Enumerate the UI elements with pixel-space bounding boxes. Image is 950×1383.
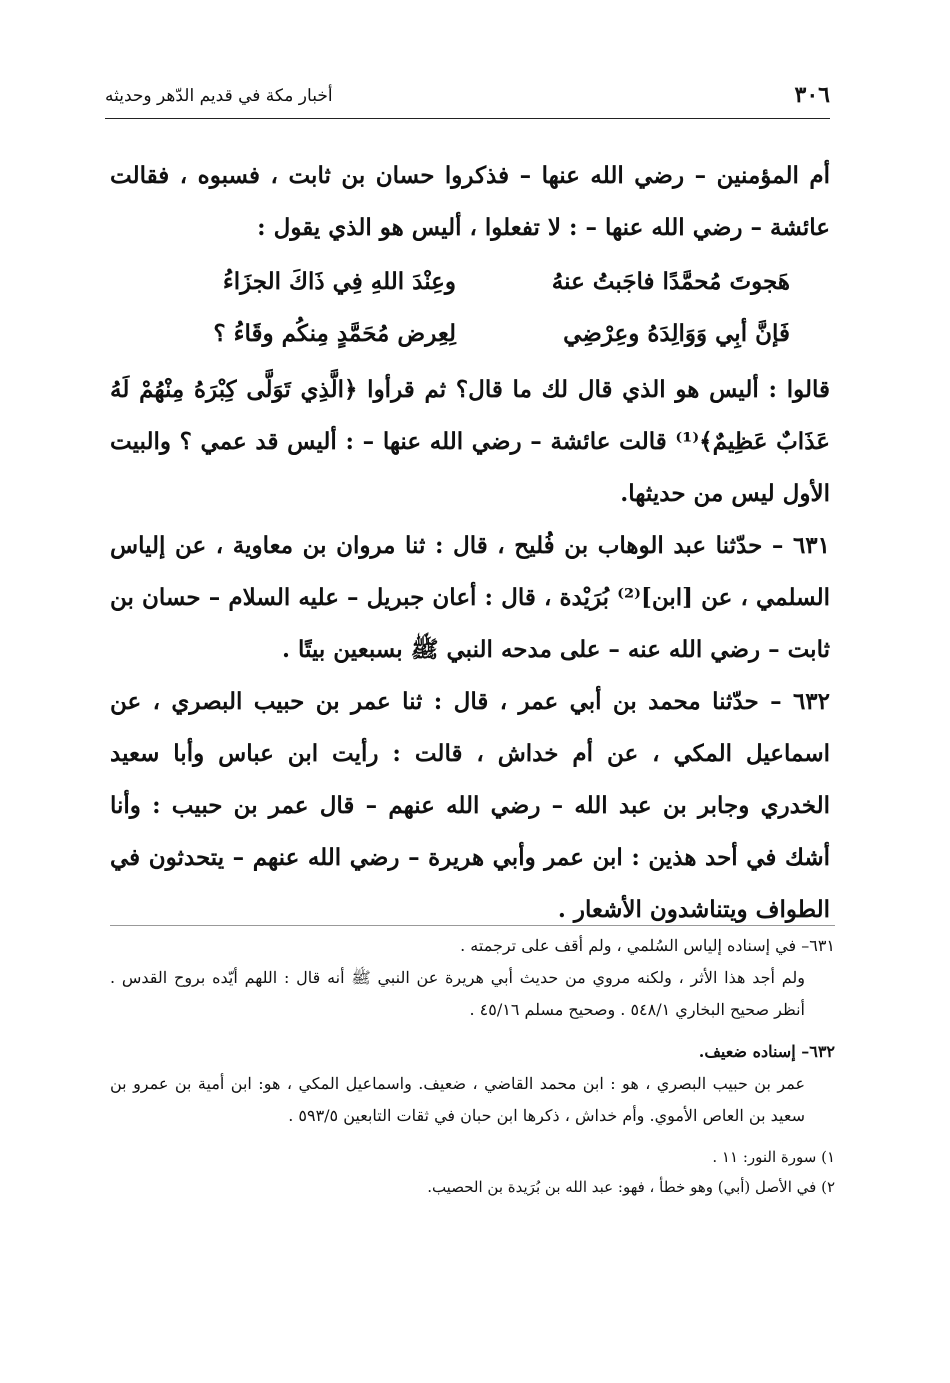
footnote-rule: [110, 925, 835, 926]
main-text: [110, 150, 830, 936]
verse-line-2: [110, 308, 790, 360]
paragraph-1: أم المؤمنين – رضي الله عنها – فذكروا حسان بن ثابت ، فسبوه ، فقالت عائشة – رضي الله عنها – : لا تفعلوا ، أليس هو الذي يقول :: [110, 162, 830, 241]
footnote-2: ٢) في الأصل (أبي) وهو خطأ ، فهو: عبد الله بن بُرَيدة بن الحصيب.: [427, 1178, 835, 1196]
note-631-heading: ٦٣١– في إسناده إلياس السُلمي ، ولم أقف على ترجمته .: [460, 936, 835, 955]
paragraph-632: ٦٣٢ – حدّثنا محمد بن أبي عمر ، قال : ثنا عمر بن حبيب البصري ، عن اسماعيل المكي ، عن أم خداش ، قالت : رأيت ابن عباس وأبا سعيد الخدري وجابر بن عبد الله – رضي الله عنهم – قال عمر بن حبيب : وأنا أشك في أحد هذين : ابن عمر وأبي هريرة – رضي الله عنهم – يتحدثون في الطواف ويتناشدون الأشعار .: [110, 688, 830, 923]
verse-line-1: [110, 256, 790, 308]
verse-2-first-hemistich: فَإنَّ أبِي وَوَالِدَهُ وعِرْضِي: [563, 320, 790, 347]
poem: [110, 256, 830, 360]
verse-1-second-hemistich: وعِنْدَ اللهِ فِي ذَاكَ الجزَاءُ: [222, 268, 456, 295]
page-number: ٣٠٦: [794, 82, 830, 108]
note-632-body: عمر بن حبيب البصري ، هو : ابن محمد القاضي ، ضعيف. واسماعيل المكي ، هو: ابن أمية بن عمرو بن سعيد بن العاص الأموي. وأم خداش ، ذكرها ابن حبان في ثقات التابعين ٥٩٣/٥ .: [110, 1074, 805, 1125]
note-631-body: ولم أجد هذا الأثر ، ولكنه مروي من حديث أبي هريرة عن النبي ﷺ أنه قال : اللهم أيّده بروح القدس . أنظر صحيح البخاري ٥٤٨/١ . وصحيح مسلم ٤٥/١٦ .: [110, 968, 805, 1019]
footnotes: [110, 930, 835, 1202]
header-rule: [105, 118, 830, 119]
running-title: أخبار مكة في قديم الدّهر وحديثه: [105, 86, 333, 106]
note-632-heading: ٦٣٢– إسناده ضعيف.: [698, 1042, 835, 1061]
running-head: [105, 82, 830, 116]
footnote-1: ١) سورة النور: ١١ .: [712, 1148, 835, 1166]
paragraph-2: قالوا : أليس هو الذي قال لك ما قال؟ ثم قرأوا ﴿الَّذِي تَوَلَّى كِبْرَهُ مِنْهُمْ لَهُ عَذَابٌ عَظِيمٌ﴾⁽¹⁾ قالت عائشة – رضي الله عنها – : أليس قد عمي ؟ والبيت الأول ليس من حديثها.: [110, 376, 830, 507]
verse-1-first-hemistich: هَجوتَ مُحمَّدًا فاجَبتُ عنهُ: [551, 268, 790, 295]
verse-2-second-hemistich: لِعِرض مُحَمَّدٍ مِنكُم وقَاءُ ؟: [213, 320, 456, 347]
paragraph-631: ٦٣١ – حدّثنا عبد الوهاب بن فُليح ، قال : ثنا مروان بن معاوية ، عن إلياس السلمي ، عن [ابن]⁽²⁾ بُرَيْدة ، قال : أعان جبريل – عليه السلام – حسان بن ثابت – رضي الله عنه – على مدحه النبي ﷺ بسبعين بيتًا .: [110, 532, 830, 663]
